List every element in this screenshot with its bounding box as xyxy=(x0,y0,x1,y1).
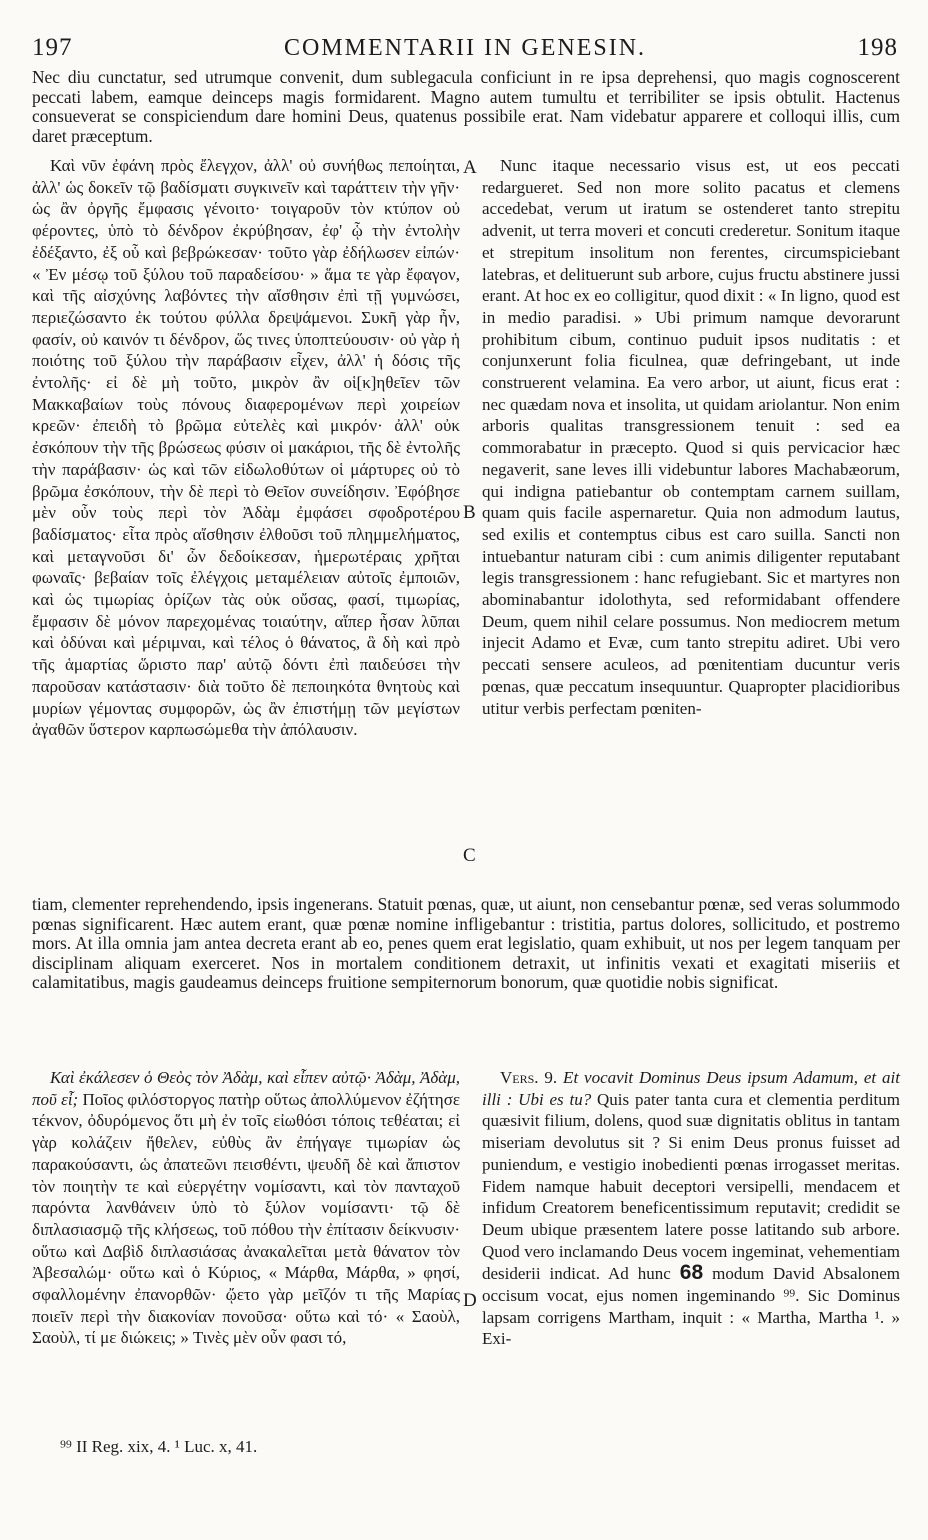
greek-lemma: Καὶ ἐκάλεσεν ὁ Θεὸς τὸν Ἀδὰμ, καὶ εἶπεν αὐτῷ· Ἀδὰμ, Ἀδὰμ, ποῦ εἶ; xyxy=(32,1068,460,1109)
margin-marker-a: A xyxy=(463,157,477,178)
latin-column-2 xyxy=(482,1067,900,1350)
verse-label: Vers. 9. xyxy=(500,1068,558,1087)
latin-lemma: Et vocavit Dominus Deus ipsum Adamum, et ait illi : Ubi es tu? xyxy=(482,1068,900,1109)
margin-marker-b: B xyxy=(463,502,476,523)
margin-marker-c: C xyxy=(463,845,476,866)
greek-column-2 xyxy=(32,1067,460,1349)
page-number-right: 198 xyxy=(857,34,898,61)
top-latin-paragraph: Nec diu cunctatur, sed utrumque convenit, dum sublegacula conficiunt in re ipsa deprehensi, quo magis cognoscerent peccati labem, eamque deinceps magis formidarent. Magno autem tumultu et terribiliter se ipsis obtulit. Hactenus consueverat se conspiciendum dare homini Deus, quatenus possibile erat. Nam videbatur apparere et colloqui illis, cum daret præceptum. xyxy=(32,67,900,146)
page-number-left: 197 xyxy=(32,34,73,61)
latin-column-1: Nunc itaque necessario visus est, ut eos peccati redargueret. Sed non more solito pacatus et clemens accedebat, verum ut iratum se ostenderet tanto strepitu advenit, ut terra moveri et concuti crederetur. Sonitum itaque et strepitum insolitum non ferentes, circumspiciebant latebras, et delituerunt sub arbore, cujus fructu abstinere jussi erant. At hoc ex eo colligitur, quod dixit : « In ligno, quod est in medio paradisi. » Ubi primum namque devorarunt prohibitum cibum, continuo puduit ipsos nuditatis : et conjunxerunt folia ficulnea, quæ defringebant, ut inde construerent velamina. Ea vero arbor, ut aiunt, ficus erat : nec quædam nova et insolita, ut quidam ariolantur. Non enim arboris qualitas transgressionem tenuit : sed ea commorabatur in præcepto. Quod si quis pervicacior hæc negaverit, sane leves illi videbuntur labores Machabæorum, qui indigna patiebantur ob contemptam carnem suillam, quam quis facile aspernaretur. Quia non admodum lautus, sed exilis et contemptus cibus est caro suilla. Sancti non intuebantur naturam cibi : cum animis diligenter reputabant legis transgressionem : hanc refugiebant. Sic et martyres non abominabantur idolothyta, sed reformidabant offendere Deum, quem nihil celare possumus. Non mediocrem metum injecit Adamo et Evæ, cum tanto strepitu adiret. Ubi vero peccati sensere aculeos, ad pœnitentiam ducuntur veris pœnas, quæ peccatum insequuntur. Quapropter placidioribus utitur verbis perfectam pœniten- xyxy=(482,156,900,718)
greek-column-1: Καὶ νῦν ἐφάνη πρὸς ἔλεγχον, ἀλλ' οὐ συνήθως πεποίηται, ἀλλ' ὡς δοκεῖν τῷ βαδίσματι συγκινεῖν καὶ ταράττειν τὴν γῆν· ὡς ἂν ὀργῆς ἔμφασις γένοιτο· τοιγαροῦν τὸν κτύπον οὐ φέροντες, ὑπὸ τὸ δένδρον ἐκρύβησαν, ἐφ' ᾧ τὴν ἐντολὴν ἐδέξαντο, ἐξ οὗ καὶ βεβρώκεσαν· τοῦτο γὰρ ἐδήλωσεν εἰπών· « Ἐν μέσῳ τοῦ ξύλου τοῦ παραδείσου· » ἅμα τε γὰρ ἔφαγον, καὶ τῆς αἰσχύνης λαβόντες τὴν αἴσθησιν ἐπὶ τῇ γυμνώσει, περιεζώσαντο ἐκ τούτου φύλλα δρεψάμενοι. Συκῆ γὰρ ἦν, φασίν, οὐ καινόν τι δένδρον, ὥς τινες ὑποπτεύουσιν· οὐ γὰρ ἡ ποιότης τοῦ ξύλου τὴν παράβασιν εἶχεν, ἀλλ' ἡ δόσις τῆς ἐντολῆς· εἰ δὲ μὴ τοῦτο, μικρὸν ἂν οἱ[κ]ηθεῖεν τῶν Μακκαβαίων τοὺς πόνους διαφερομένων περὶ χοιρείων κρεῶν· ἐπειδὴ τὸ βρῶμα εὐτελὲς καὶ μικρόν· ἀλλ' οὐκ ἐσκόπουν τὴν τῆς βρώσεως φύσιν οἱ μακάριοι, τῆς δὲ ἐντολῆς τὴν παράβασιν· ὡς καὶ τῶν εἰδωλοθύτων οἱ μάρτυρες οὐ τὸ βρῶμα ἐσκόπουν, τὴν δὲ περὶ τὸ Θεῖον συνείδησιν. Ἐφόβησε μὲν οὖν τοὺς περὶ τὸν Ἀδὰμ ἐμφάσει σφοδροτέρου βαδίσματος· εἶτα πρὸς αἴσθησιν ἐλθοῦσι τοῦ πλημμελήματος, καὶ μεταγνοῦσι δι' ὧν δεδοίκεσαν, ἡμερωτέραις χρῆται φωναῖς· βεβαίαν τοῖς ἐλέγχοις μεταμέλειαν αὐτοῖς ἐμποιῶν, καὶ ὡς τιμωρίας ὁρίζων τὰς οὐκ οὔσας, φασί, τιμωρίας, ἔμφασιν δὲ μόνον παρεχομένας τοιαύτην, αἵπερ ἦσαν λῦπαι καὶ ὀδύναι καὶ μέριμναι, καὶ τέλος ὁ θάνατος, ἃ δὴ καὶ πρὸ τῆς ἁμαρτίας ὥριστο παρ' αὐτῷ δόντι ἐπὶ παιδεύσει τὴν παροῦσαν κατάστασιν· διὰ τοῦτο δὲ πεποιηκότα θνητοὺς καὶ μυρίων γέμοντας συμφορῶν, ὡς ἂν ἐπιστήμῃ τῶν μεγίστων ἀγαθῶν ὕστερον καρπωσώμεθα τὴν ἀπόλαυσιν. xyxy=(32,156,460,740)
footnotes: ⁹⁹ II Reg. xix, 4. ¹ Luc. x, 41. xyxy=(60,1437,258,1456)
latin-commentary-b: modum David Absalonem occisum vocat, ejus nomen ingeminando ⁹⁹. Sic Dominus lapsam corrigens Martham, inquit : « Martha, Martha ¹. » Exi- xyxy=(482,1264,901,1349)
running-header xyxy=(32,34,898,64)
column-number: 68 xyxy=(679,1261,704,1285)
latin-commentary-a: Quis pater tanta cura et clementia perditum quæsivit filium, dolens, quod suæ dignitatis oblitus in tantam miseriam devolutus sit ? Si enim Deus pronus fuisset ad puniendum, e vestigio inobedienti pœnas irrogasset meritas. Fidem namque habuit deceptori versipelli, mendacem et infidum Creatorem beneficentissimum reputavit; credidit se Deum ubique præsentem latere posse latitando sub arbore. Quod vero inclamando Deus vocem ingeminat, vehementiam desiderii indicat. Ad hunc xyxy=(482,1089,900,1284)
bottom-latin-paragraph: tiam, clementer reprehendendo, ipsis ingenerans. Statuit pœnas, quæ, ut aiunt, non censebantur pœnæ, sed veras solummodo pœnas significarent. Hæc autem erant, quæ pœnæ nomine infligebantur : tristitia, partus dolores, sollicitudo, et postremo mors. At illa omnia jam antea decreta erant ab eo, penes quem erat legislatio, quam exhibuit, ut nos per legem tanquam per disciplinam aliquam exerceret. Nos in mortalem conditionem detraxit, ut infinitis vexati et exagitati miseriis et calamitatibus, magis gaudeamus deinceps fruitione sempiternorum bonorum, quæ quotidie nobis significat. xyxy=(32,894,900,993)
margin-marker-d: D xyxy=(463,1290,477,1311)
greek-commentary: Ποῖος φιλόστοργος πατὴρ οὕτως ἀπολλύμενον ἐζήτησε τέκνον, ὀδυρόμενος ὅτι μὴ ἐν τοῖς εἰωθόσι τόποις τεθέαται; εἰ γὰρ κολάζειν ἤθελεν, εὐθὺς ἂν ἐπήγαγε τιμωρίαν ὡς παρακούσαντι, ὡς ἀπατεῶνι πεισθέντι, ψευδῆ δὲ καὶ ἄπιστον τὸν ποιητὴν τε καὶ εὐεργέτην νομίσαντι, καὶ τὸν πανταχοῦ παρόντα λανθάνειν ὑπὸ τὸ ξύλον νομίσαντι· τῷ δὲ διπλασιασμῷ τῆς κλήσεως, τοῦ πόθου τὴν ἐπίτασιν δείκνυσιν· οὕτω καὶ Δαβὶδ διπλασιάσας ἀνακαλεῖται μετὰ θάνατον τὸν Ἀβεσαλώμ· οὕτω καὶ ὁ Κύριος, « Μάρθα, Μάρθα, » φησί, σφαλλομένην ἐπανορθῶν· ᾤετο γὰρ μεῖζόν τι τῆς Μαρίας ποιεῖν περὶ τὴν διακονίαν πονοῦσα· οὕτω καὶ τό· « Σαοὺλ, Σαοὺλ, τί με διώκεις; » Τινὲς μὲν οὖν φασι τό, xyxy=(32,1089,461,1348)
running-title: COMMENTARII IN GENESIN. xyxy=(283,35,647,61)
